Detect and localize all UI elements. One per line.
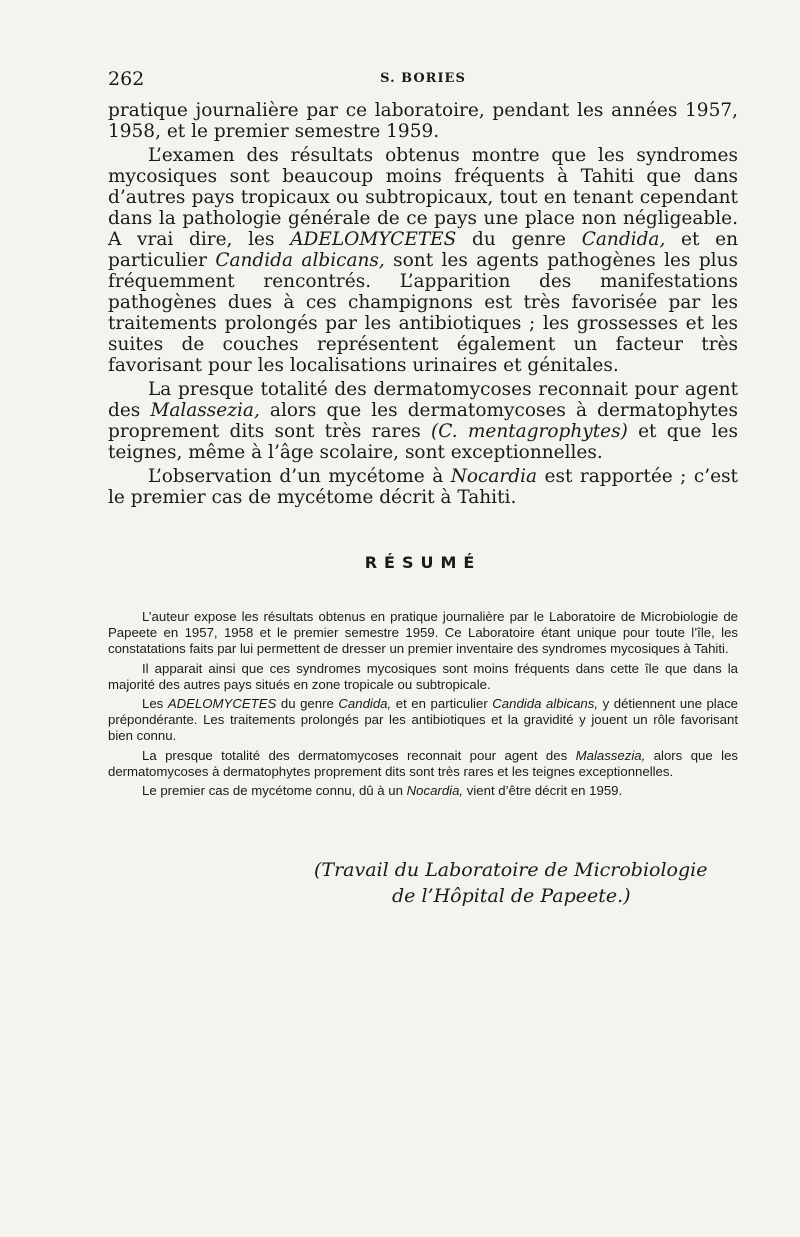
page-number: 262: [108, 68, 145, 90]
affiliation-line: de l’Hôpital de Papeete.): [392, 885, 631, 907]
text-run: vient d’être décrit en 1959.: [463, 783, 623, 799]
summary-paragraph: L’auteur expose les résultats obtenus en pratique journalière par le Laboratoire de Microbiologie de Papeete en 1957, 1958 et le premier semestre 1959. Ce Laboratoire étant unique pour toute l’île, les constatations faits par lui permettent de dresser un premier inventaire des syndromes mycosiques à Tahiti.: [108, 609, 738, 657]
paragraph: [108, 379, 738, 463]
italic-term: Nocardia,: [406, 783, 464, 799]
running-head: S. BORIES: [380, 71, 466, 86]
summary-paragraph: [108, 696, 738, 745]
text-run: alors que les dermatomycoses à dermatophytes proprement dits sont très rares: [108, 400, 738, 442]
text-run: et en particulier: [391, 696, 493, 712]
affiliation-line: (Travail du Laboratoire de Microbiologie: [314, 859, 708, 881]
text-run: du genre: [456, 229, 582, 250]
page-header: [108, 68, 738, 92]
paragraph: [108, 466, 738, 508]
text-run: Le premier cas de mycétome connu, dû à un: [142, 783, 407, 799]
italic-term: Candida albicans,: [492, 696, 599, 712]
text-run: L’examen des résultats obtenus montre que les syndromes mycosiques sont beaucoup moins fréquents à Tahiti que dans d’autres pays tropicaux ou subtropicaux, tout en tenant cependant dans la pathologie générale de ce pays une place non négligeable. A vrai dire, les: [108, 145, 738, 250]
summary-paragraph: Il apparait ainsi que ces syndromes mycosiques sont moins fréquents dans cette île que dans la majorité des autres pays situés en zone tropicale ou subtropicale.: [108, 660, 738, 692]
text-run: La presque totalité des dermatomycoses reconnait pour agent des: [142, 747, 576, 763]
italic-term: ADELOMYCETES: [290, 229, 457, 250]
summary-paragraph: [108, 748, 738, 780]
text-run: sont les agents pathogènes les plus fréquemment rencontrés. L’apparition des manifestations pathogènes dues à ces champignons est très favorisée par les traitements prolongés par les antibiotiques ; les grossesses et les suites de couches représentent également un facteur très favorisant pour les localisations urinaires et génitales.: [108, 250, 738, 376]
italic-term: Nocardia: [450, 466, 538, 487]
italic-term: Candida,: [338, 696, 392, 712]
italic-term: ADELOMYCETES: [167, 696, 277, 712]
italic-term: Candida,: [581, 229, 666, 250]
paragraph: pratique journalière par ce laboratoire, pendant les années 1957, 1958, et le premier semestre 1959.: [108, 100, 738, 142]
text-run: Les: [142, 696, 168, 712]
text-run: alors que les dermatomycoses à dermatophytes proprement dits sont très rares et les teignes exceptionnelles.: [108, 747, 738, 779]
paragraph: [108, 145, 738, 376]
text-run: est rapportée ; c’est le premier cas de mycétome décrit à Tahiti.: [108, 466, 738, 508]
summary-paragraph: [108, 783, 738, 799]
italic-term: Malassezia,: [150, 400, 260, 421]
italic-term: (C. mentagrophytes): [431, 421, 628, 442]
body-text: [108, 100, 738, 508]
italic-term: Malassezia,: [575, 747, 646, 763]
text-run: et que les teignes, même à l’âge scolaire, sont exceptionnelles.: [108, 421, 738, 463]
text-run: La presque totalité des dermatomycoses reconnait pour agent des: [108, 379, 738, 421]
text-run: et en particulier: [108, 229, 738, 271]
italic-term: Candida albicans,: [215, 250, 385, 271]
text-run: du genre: [276, 696, 339, 712]
resume-summary: [108, 609, 738, 802]
text-run: L’observation d’un mycétome à: [148, 466, 451, 487]
resume-heading: RÉSUMÉ: [364, 553, 482, 572]
text-run: y détiennent une place prépondérante. Les traitements prolongés par les antibiotiques et la gravidité y jouent un rôle favorisant bien connu.: [108, 696, 738, 744]
